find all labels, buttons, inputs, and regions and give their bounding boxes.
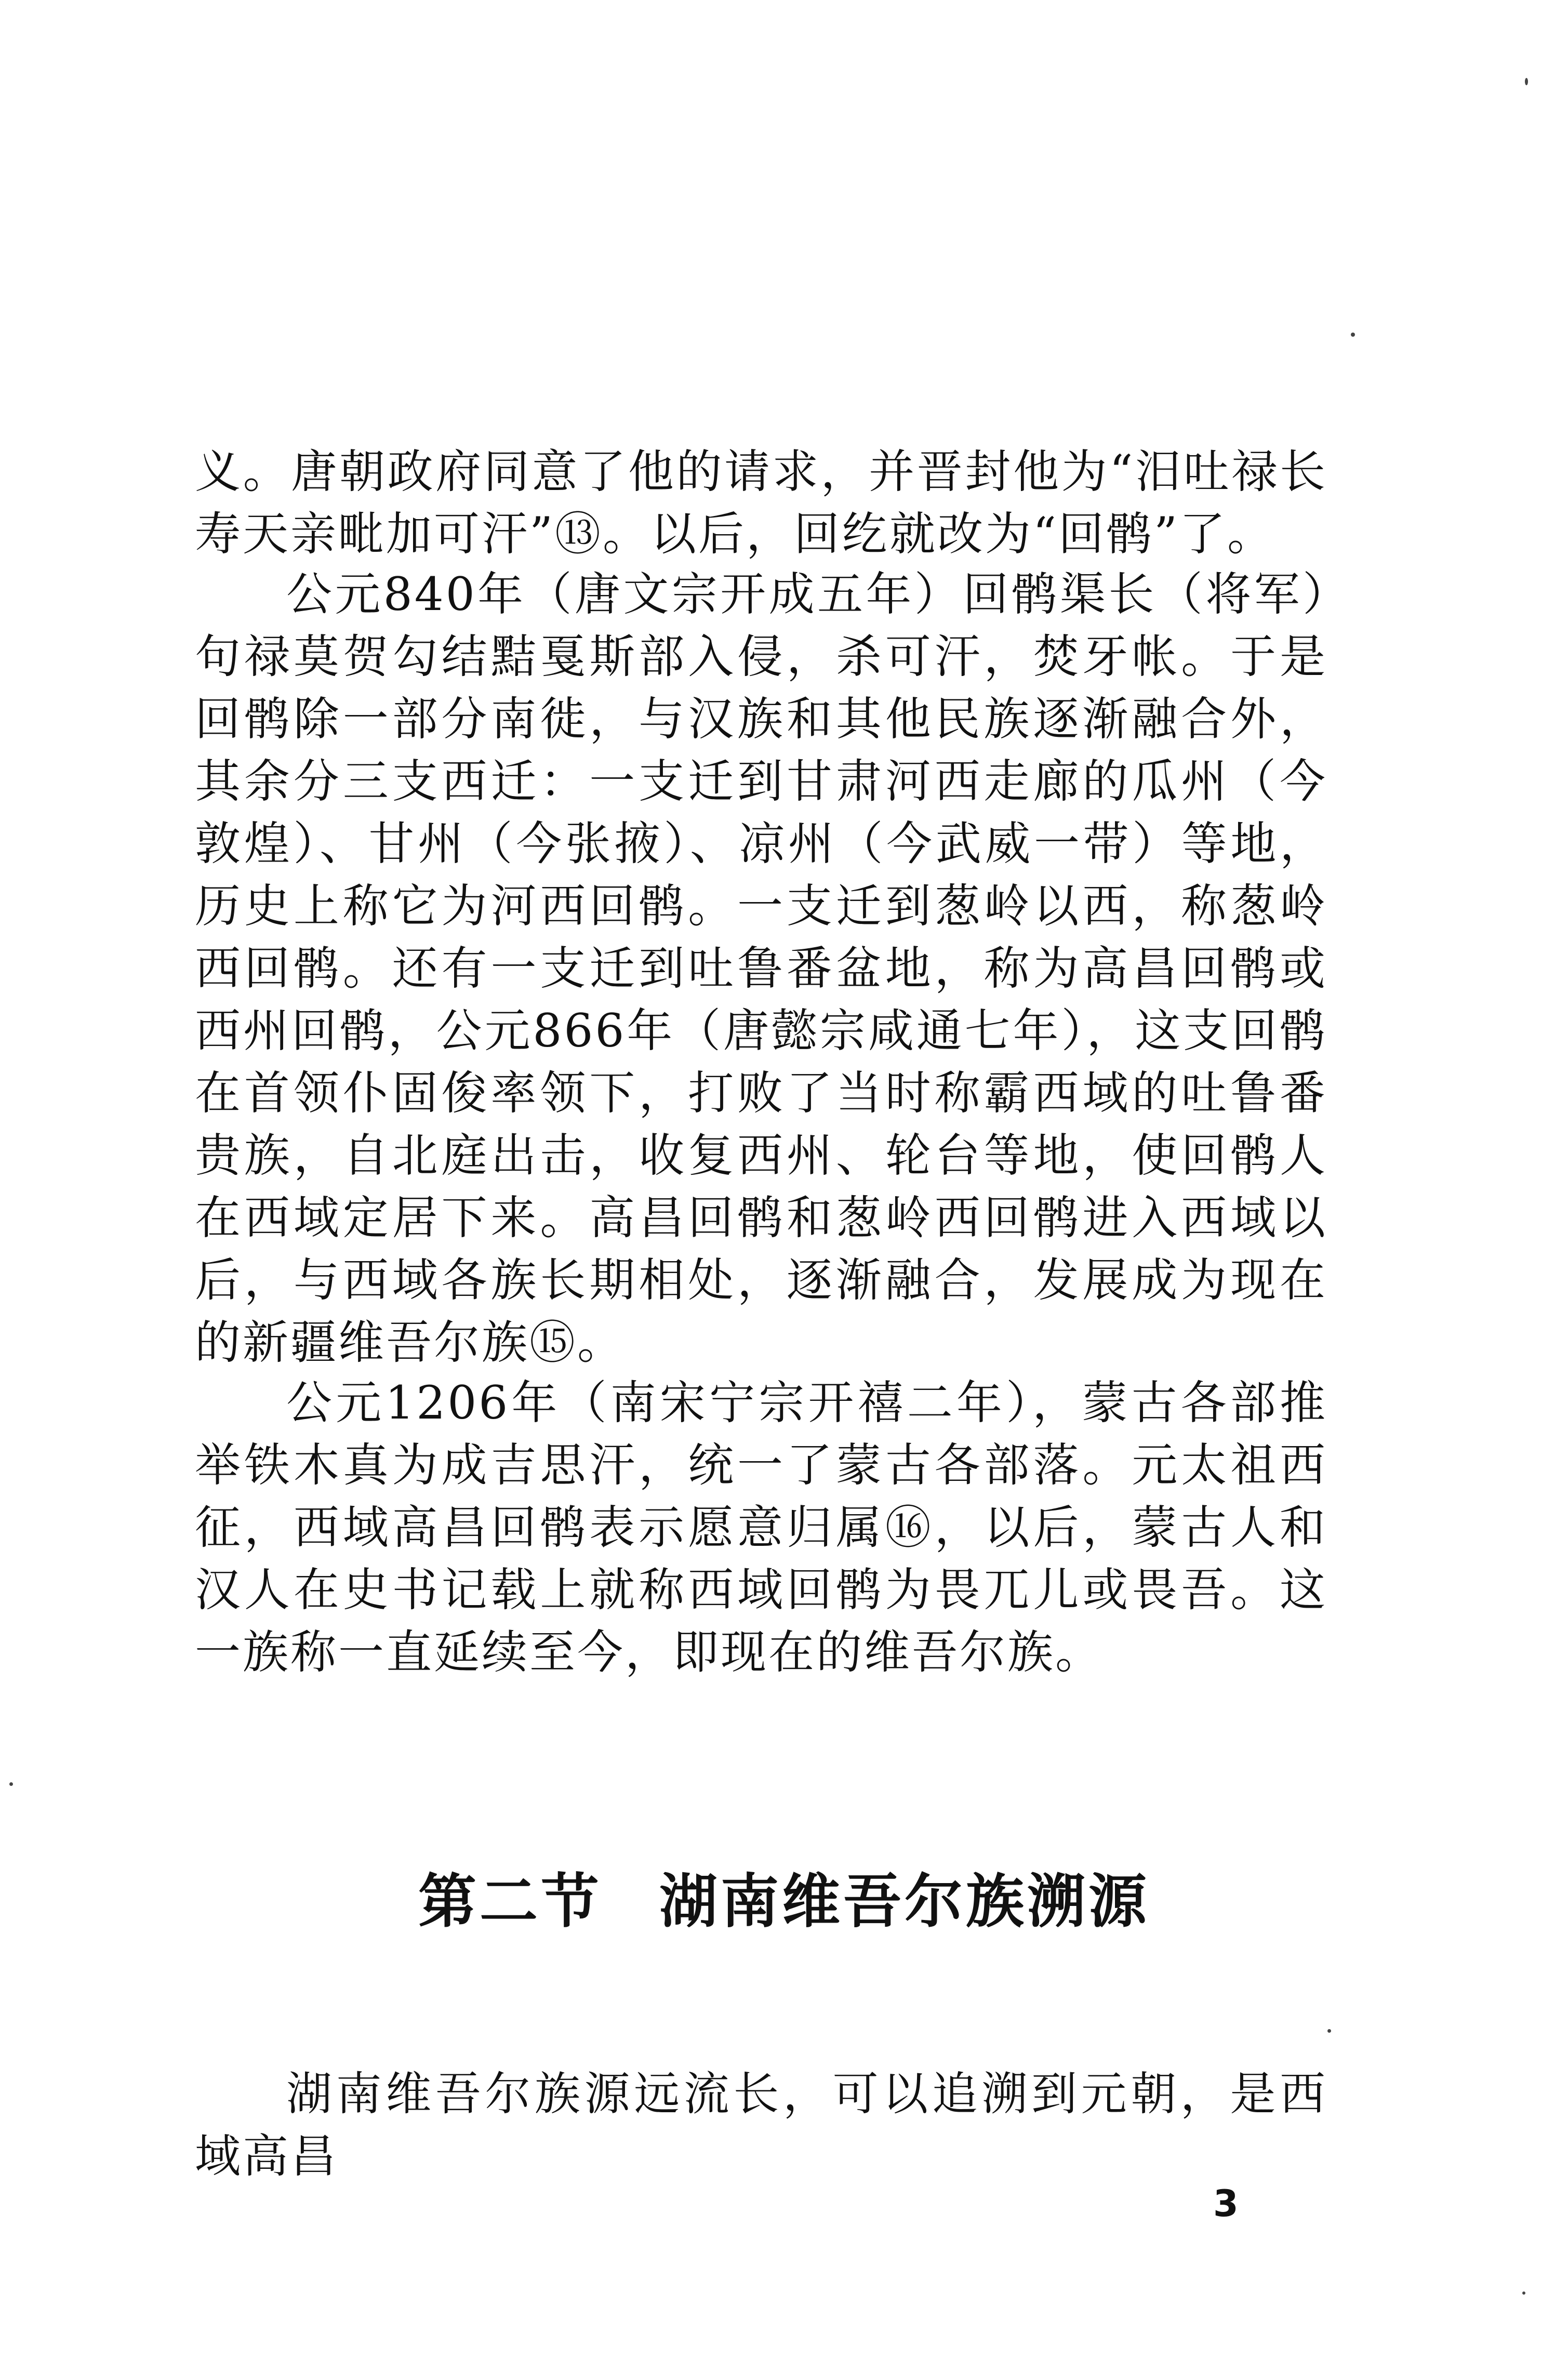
scan-speck	[1327, 2029, 1331, 2033]
scan-speck	[1351, 333, 1355, 337]
paragraph-uighur-migration	[195, 563, 1327, 1392]
paragraph-continuation	[195, 441, 1327, 583]
scan-speck	[1525, 78, 1528, 85]
scan-speck	[9, 1782, 13, 1786]
paragraph-4: 湖南维吾尔族源远流长，可以追溯到元朝，是西域高昌	[195, 2067, 1327, 2183]
scan-speck	[1522, 2291, 1525, 2295]
section-heading	[0, 1855, 1568, 1939]
section-number: 第二节	[418, 1868, 602, 1936]
paragraph-mongol-era	[195, 1372, 1327, 1701]
section-title: 湖南维吾尔族溯源	[659, 1868, 1150, 1936]
paragraph-2: 公元840年（唐文宗开成五年）回鹘渠长（将军）句禄莫贺勾结黠戛斯部入侵，杀可汗，焚牙帐。于是回鹘除一部分南徙，与汉族和其他民族逐渐融合外，其余分三支西迁：一支迁到甘肃河西走廊的瓜州（今敦煌）、甘州（今张掖）、凉州（今武威一带）等地，历史上称它为河西回鹘。一支迁到葱岭以西，称葱岭西回鹘。还有一支迁到吐鲁番盆地，称为高昌回鹘或西州回鹘，公元866年（唐懿宗咸通七年），这支回鹘在首领仆固俊率领下，打败了当时称霸西域的吐鲁番贵族，自北庭出击，收复西州、轮台等地，使回鹘人在西域定居下来。高昌回鹘和葱岭西回鹘进入西域以后，与西域各族长期相处，逐渐融合，发展成为现在的新疆维吾尔族⑮。	[195, 567, 1327, 1369]
section-intro	[195, 2063, 1327, 2205]
paragraph-1: 义。唐朝政府同意了他的请求，并晋封他为“汨吐禄长寿天亲毗加可汗”⑬。以后，回纥就改为“回鹘”了。	[195, 445, 1327, 561]
paragraph-3: 公元1206年（南宋宁宗开禧二年），蒙古各部推举铁木真为成吉思汗，统一了蒙古各部落。元太祖西征，西域高昌回鹘表示愿意归属⑯，以后，蒙古人和汉人在史书记载上就称西域回鹘为畏兀儿或畏吾。这一族称一直延续至今，即现在的维吾尔族。	[195, 1376, 1327, 1679]
page-number: 3	[1213, 2182, 1239, 2225]
